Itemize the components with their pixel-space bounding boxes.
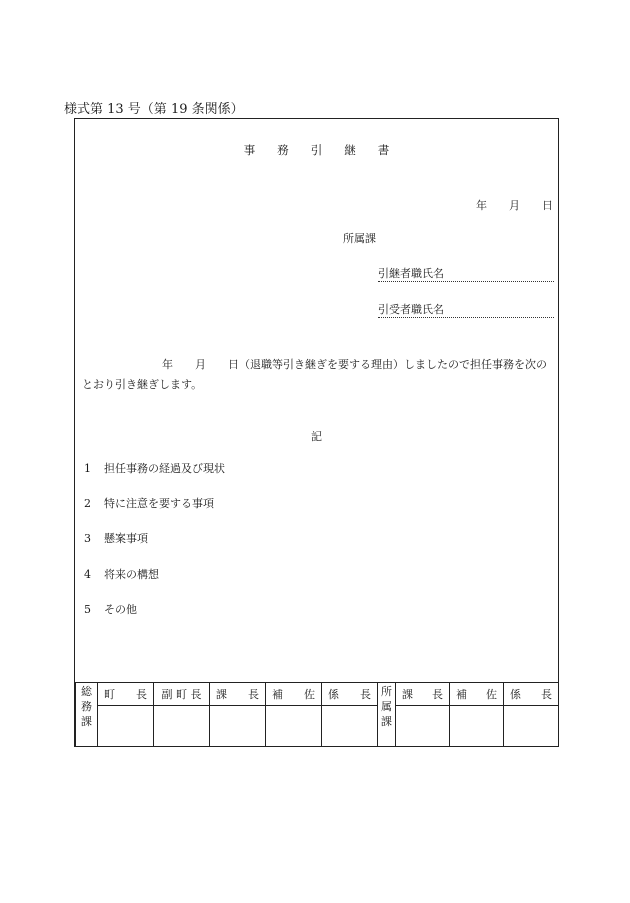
title-char: 書: [377, 143, 390, 157]
affiliation-label: 所属課: [343, 232, 376, 245]
title-char: 務: [277, 143, 289, 157]
stamp-cell-section-chief[interactable]: [210, 706, 266, 747]
general-affairs-dept-label: 総 務 課: [76, 683, 98, 747]
document-title: [75, 142, 558, 158]
stamp-cell-assistant[interactable]: [266, 706, 322, 747]
stamp-cell-subsection-chief[interactable]: [322, 706, 378, 747]
date-day: 日: [542, 199, 553, 212]
body-day: 日: [228, 358, 239, 371]
successor-label: 引受者職氏名: [378, 303, 444, 316]
title-char: 継: [344, 143, 356, 157]
header-assistant: 補 佐: [266, 683, 322, 706]
ki-heading: 記: [311, 430, 322, 443]
approval-stamp-table: [75, 682, 559, 747]
list-item: [84, 460, 225, 476]
header-aff-section-chief: 課 長: [396, 683, 450, 706]
body-month: 月: [195, 358, 206, 371]
item-number: 5: [84, 603, 91, 616]
header-subsection-chief: 係 長: [322, 683, 378, 706]
predecessor-label: 引継者職氏名: [378, 267, 444, 280]
stamp-cell-deputy-mayor[interactable]: [154, 706, 210, 747]
item-text: 特に注意を要する事項: [104, 497, 214, 510]
stamp-cell-aff-section-chief[interactable]: [396, 706, 450, 747]
date-year: 年: [476, 199, 487, 212]
stamp-cell-aff-subsection-chief[interactable]: [504, 706, 559, 747]
header-aff-assistant: 補 佐: [450, 683, 504, 706]
item-text: 懸案事項: [104, 532, 148, 545]
item-number: 4: [84, 568, 91, 581]
list-item: [84, 530, 148, 546]
list-item: [84, 601, 137, 617]
item-text: 担任事務の経過及び現状: [104, 462, 225, 475]
stamp-cell-aff-assistant[interactable]: [450, 706, 504, 747]
item-number: 2: [84, 497, 91, 510]
item-number: 3: [84, 532, 91, 545]
list-item: [84, 495, 214, 511]
item-text: 将来の構想: [104, 568, 159, 581]
item-number: 1: [84, 462, 91, 475]
handover-form: [74, 118, 559, 747]
title-char: 引: [310, 143, 323, 157]
item-text: その他: [104, 603, 137, 616]
stamp-cell-mayor[interactable]: [98, 706, 154, 747]
date-line: [454, 197, 553, 213]
header-aff-subsection-chief: 係 長: [504, 683, 559, 706]
predecessor-field[interactable]: [378, 265, 554, 282]
header-deputy-mayor: 副 町 長: [154, 683, 210, 706]
affiliated-dept-label: 所 属 課: [378, 683, 396, 747]
form-number-label: 様式第 13 号（第 19 条関係）: [64, 102, 244, 117]
title-char: 事: [243, 143, 256, 157]
body-year: 年: [162, 358, 173, 371]
header-section-chief: 課 長: [210, 683, 266, 706]
successor-field[interactable]: [378, 301, 554, 318]
header-mayor: 町 長: [98, 683, 154, 706]
handover-statement: [82, 355, 554, 395]
list-item: [84, 566, 159, 582]
date-month: 月: [509, 199, 520, 212]
body-text: （退職等引き継ぎを要する理由）しましたので担任事務を次のとおり引き継ぎします。: [82, 358, 547, 391]
